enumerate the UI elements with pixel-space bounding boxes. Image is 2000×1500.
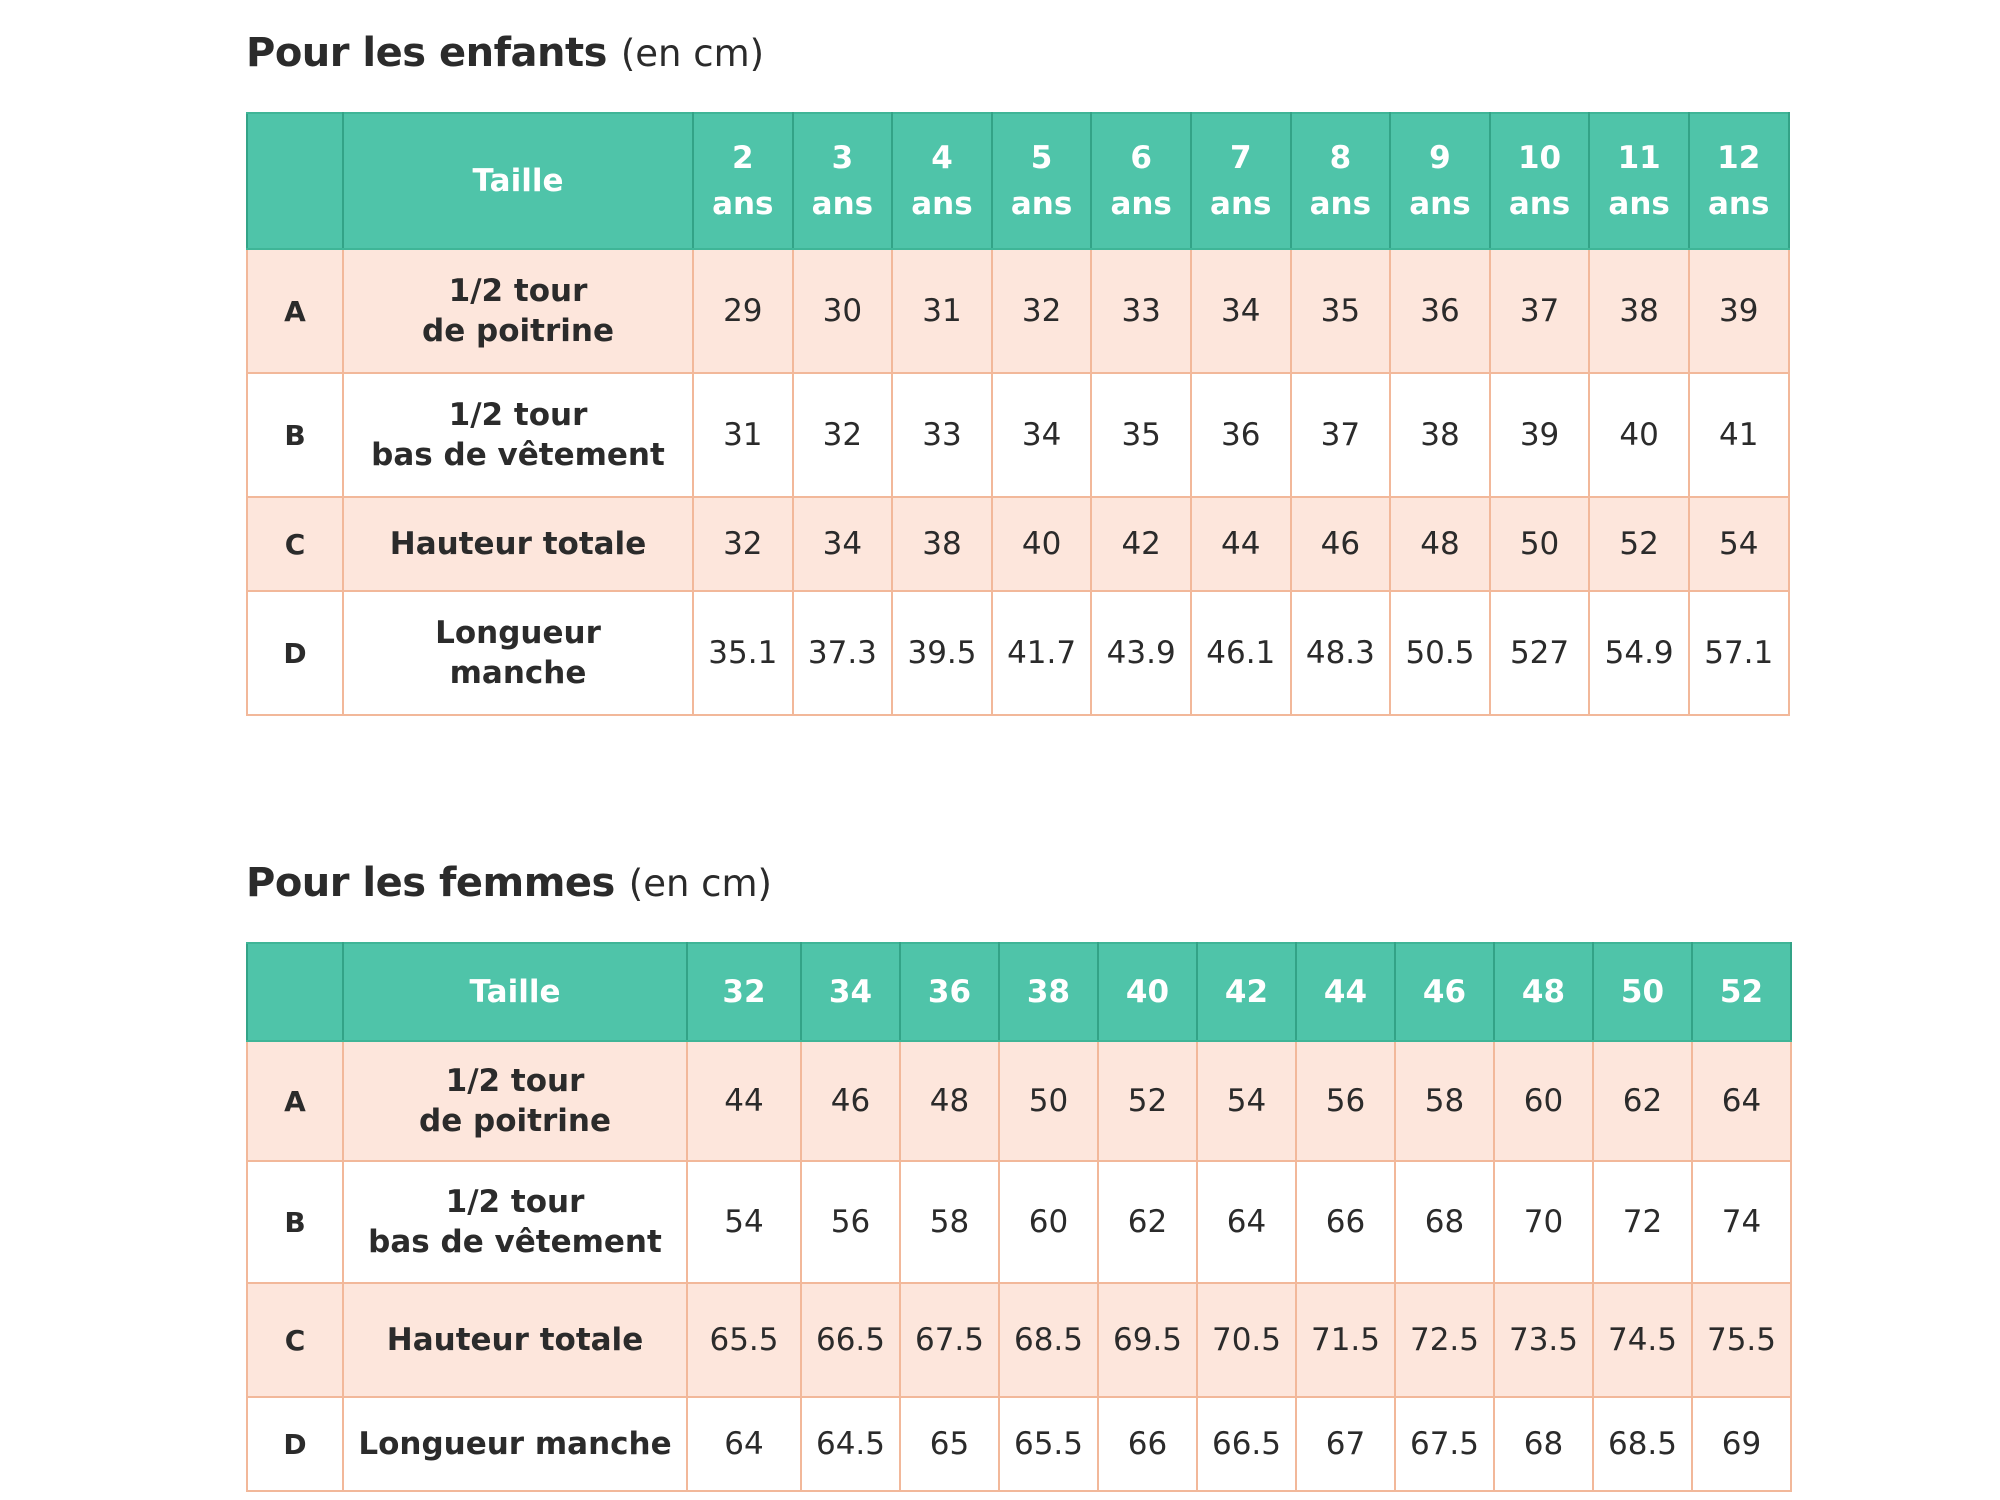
table-cell: 69.5: [1098, 1283, 1197, 1397]
kids-size-col: 7 ans: [1191, 113, 1291, 249]
table-cell: 54: [1197, 1041, 1296, 1161]
kids-size-col: 12 ans: [1689, 113, 1789, 249]
table-cell: 74: [1692, 1161, 1791, 1283]
table-cell: 67.5: [1395, 1397, 1494, 1491]
table-cell: 70: [1494, 1161, 1593, 1283]
table-cell: 44: [1191, 497, 1291, 591]
row-label: Longueur manche: [343, 591, 693, 715]
table-cell: 73.5: [1494, 1283, 1593, 1397]
table-cell: 33: [892, 373, 992, 497]
women-size-col: 34: [801, 943, 900, 1041]
table-cell: 67: [1296, 1397, 1395, 1491]
table-cell: 29: [693, 249, 793, 373]
table-cell: 72.5: [1395, 1283, 1494, 1397]
table-cell: 65: [900, 1397, 999, 1491]
row-letter: B: [247, 1161, 343, 1283]
women-size-table: [246, 942, 1792, 1492]
women-size-col: 52: [1692, 943, 1791, 1041]
kids-size-col: 11 ans: [1589, 113, 1689, 249]
kids-title-unit: (en cm): [620, 32, 765, 75]
row-letter: A: [247, 1041, 343, 1161]
women-row-d: [247, 1397, 1791, 1491]
table-cell: 62: [1593, 1041, 1692, 1161]
table-cell: 40: [1589, 373, 1689, 497]
table-cell: 48.3: [1291, 591, 1391, 715]
table-cell: 35: [1291, 249, 1391, 373]
row-label: 1/2 tour bas de vêtement: [343, 373, 693, 497]
table-cell: 66.5: [1197, 1397, 1296, 1491]
row-letter: B: [247, 373, 343, 497]
women-header-corner: [247, 943, 343, 1041]
table-cell: 52: [1098, 1041, 1197, 1161]
kids-header-corner: [247, 113, 343, 249]
table-cell: 44: [687, 1041, 801, 1161]
table-cell: 50: [1490, 497, 1590, 591]
table-cell: 68: [1395, 1161, 1494, 1283]
women-size-col: 40: [1098, 943, 1197, 1041]
row-label: 1/2 tour de poitrine: [343, 1041, 687, 1161]
women-size-col: 46: [1395, 943, 1494, 1041]
row-label: Hauteur totale: [343, 497, 693, 591]
table-cell: 68: [1494, 1397, 1593, 1491]
women-size-col: 38: [999, 943, 1098, 1041]
kids-size-col: 5 ans: [992, 113, 1092, 249]
row-label: 1/2 tour bas de vêtement: [343, 1161, 687, 1283]
table-cell: 64: [1197, 1161, 1296, 1283]
table-cell: 66: [1098, 1397, 1197, 1491]
table-cell: 56: [801, 1161, 900, 1283]
table-cell: 48: [900, 1041, 999, 1161]
women-header-row: [247, 943, 1791, 1041]
table-cell: 37: [1490, 249, 1590, 373]
women-size-col: 32: [687, 943, 801, 1041]
table-cell: 37.3: [793, 591, 893, 715]
table-cell: 43.9: [1091, 591, 1191, 715]
table-cell: 52: [1589, 497, 1689, 591]
table-cell: 42: [1091, 497, 1191, 591]
row-letter: A: [247, 249, 343, 373]
table-cell: 32: [992, 249, 1092, 373]
table-cell: 74.5: [1593, 1283, 1692, 1397]
table-cell: 50: [999, 1041, 1098, 1161]
row-letter: C: [247, 497, 343, 591]
women-size-col: 50: [1593, 943, 1692, 1041]
kids-row-c: [247, 497, 1789, 591]
women-size-col: 48: [1494, 943, 1593, 1041]
women-size-col: 36: [900, 943, 999, 1041]
kids-size-col: 6 ans: [1091, 113, 1191, 249]
row-letter: C: [247, 1283, 343, 1397]
table-cell: 64.5: [801, 1397, 900, 1491]
table-cell: 31: [693, 373, 793, 497]
kids-size-col: 2 ans: [693, 113, 793, 249]
table-cell: 38: [1589, 249, 1689, 373]
table-cell: 66.5: [801, 1283, 900, 1397]
table-cell: 41: [1689, 373, 1789, 497]
kids-size-table: [246, 112, 1790, 716]
kids-size-col: 8 ans: [1291, 113, 1391, 249]
table-cell: 39: [1490, 373, 1590, 497]
table-cell: 36: [1191, 373, 1291, 497]
table-cell: 66: [1296, 1161, 1395, 1283]
table-cell: 69: [1692, 1397, 1791, 1491]
table-cell: 36: [1390, 249, 1490, 373]
table-cell: 68.5: [999, 1283, 1098, 1397]
table-cell: 39.5: [892, 591, 992, 715]
row-letter: D: [247, 1397, 343, 1491]
women-row-a: [247, 1041, 1791, 1161]
women-size-col: 42: [1197, 943, 1296, 1041]
women-row-c: [247, 1283, 1791, 1397]
table-cell: 35.1: [693, 591, 793, 715]
women-row-b: [247, 1161, 1791, 1283]
table-cell: 70.5: [1197, 1283, 1296, 1397]
kids-size-header: Taille: [343, 113, 693, 249]
row-letter: D: [247, 591, 343, 715]
kids-row-b: [247, 373, 1789, 497]
table-cell: 58: [1395, 1041, 1494, 1161]
table-cell: 64: [687, 1397, 801, 1491]
row-label: Hauteur totale: [343, 1283, 687, 1397]
table-cell: 32: [693, 497, 793, 591]
table-cell: 46: [801, 1041, 900, 1161]
table-cell: 72: [1593, 1161, 1692, 1283]
kids-title-text: Pour les enfants: [246, 30, 607, 76]
table-cell: 62: [1098, 1161, 1197, 1283]
table-cell: 58: [900, 1161, 999, 1283]
table-cell: 46: [1291, 497, 1391, 591]
kids-size-col: 9 ans: [1390, 113, 1490, 249]
table-cell: 67.5: [900, 1283, 999, 1397]
table-cell: 34: [793, 497, 893, 591]
kids-size-col: 3 ans: [793, 113, 893, 249]
table-cell: 33: [1091, 249, 1191, 373]
table-cell: 60: [1494, 1041, 1593, 1161]
table-cell: 68.5: [1593, 1397, 1692, 1491]
table-cell: 48: [1390, 497, 1490, 591]
table-cell: 54.9: [1589, 591, 1689, 715]
row-label: Longueur manche: [343, 1397, 687, 1491]
table-cell: 40: [992, 497, 1092, 591]
table-cell: 60: [999, 1161, 1098, 1283]
table-cell: 64: [1692, 1041, 1791, 1161]
table-cell: 57.1: [1689, 591, 1789, 715]
table-cell: 34: [1191, 249, 1291, 373]
table-cell: 31: [892, 249, 992, 373]
table-cell: 527: [1490, 591, 1590, 715]
table-cell: 54: [687, 1161, 801, 1283]
table-cell: 56: [1296, 1041, 1395, 1161]
table-cell: 54: [1689, 497, 1789, 591]
women-size-col: 44: [1296, 943, 1395, 1041]
women-title-unit: (en cm): [628, 862, 772, 905]
kids-row-a: [247, 249, 1789, 373]
women-title-text: Pour les femmes: [246, 860, 615, 906]
kids-section-title: [246, 28, 764, 79]
table-cell: 32: [793, 373, 893, 497]
table-cell: 38: [892, 497, 992, 591]
table-cell: 50.5: [1390, 591, 1490, 715]
kids-row-d: [247, 591, 1789, 715]
kids-header-row: [247, 113, 1789, 249]
women-section-title: [246, 858, 772, 909]
table-cell: 34: [992, 373, 1092, 497]
table-cell: 30: [793, 249, 893, 373]
table-cell: 38: [1390, 373, 1490, 497]
table-cell: 71.5: [1296, 1283, 1395, 1397]
table-cell: 46.1: [1191, 591, 1291, 715]
table-cell: 65.5: [999, 1397, 1098, 1491]
table-cell: 75.5: [1692, 1283, 1791, 1397]
kids-size-col: 4 ans: [892, 113, 992, 249]
table-cell: 37: [1291, 373, 1391, 497]
kids-size-col: 10 ans: [1490, 113, 1590, 249]
row-label: 1/2 tour de poitrine: [343, 249, 693, 373]
table-cell: 41.7: [992, 591, 1092, 715]
women-size-header: Taille: [343, 943, 687, 1041]
table-cell: 65.5: [687, 1283, 801, 1397]
table-cell: 35: [1091, 373, 1191, 497]
table-cell: 39: [1689, 249, 1789, 373]
